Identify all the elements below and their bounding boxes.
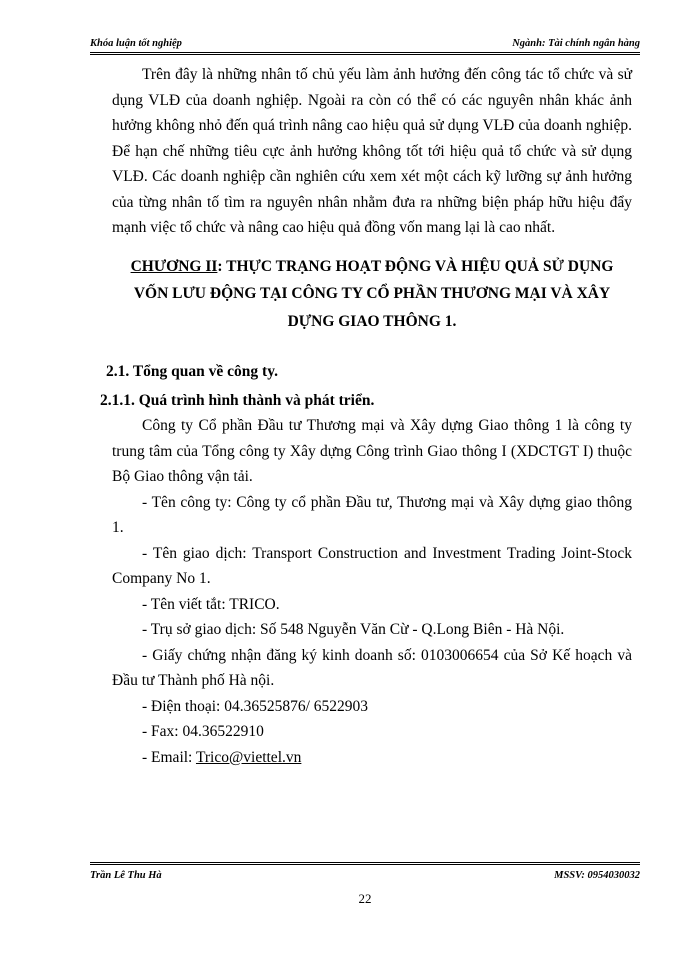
footer-author: Trần Lê Thu Hà [90,870,162,881]
page-number: 22 [358,891,372,906]
header-major-label: Ngành: Tài chính ngân hàng [512,38,640,49]
page-body [100,62,632,770]
item-address: - Trụ sở giao dịch: Số 548 Nguyễn Văn Cừ - Q.Long Biên - Hà Nội. [142,621,565,638]
chapter-label: CHƯƠNG II [130,257,218,275]
item-company-name: - Tên công ty: Công ty cổ phần Đầu tư, Thương mại và Xây dựng giao thông 1. [112,493,632,536]
item-short-name: - Tên viết tắt: TRICO. [142,595,280,613]
chapter-heading [112,253,632,336]
email-link[interactable]: Trico@viettel.vn [195,748,302,766]
company-intro-paragraph: Công ty Cổ phần Đầu tư Thương mại và Xây dựng Giao thông 1 là công ty trung tâm của Tổng công ty Xây dựng Công trình Giao thông I (XDCTGT I) thuộc Bộ Giao thông vận tải. [112,417,632,485]
item-license: - Giấy chứng nhận đăng ký kinh doanh số: 0103006654 của Sở Kế hoạch và Đầu tư Thành phố Hà nội. [112,646,632,689]
page-header [90,34,640,55]
footer-student-id: MSSV: 0954030032 [554,870,640,881]
subsection-heading: 2.1.1. Quá trình hình thành và phát triển. [100,391,375,409]
header-thesis-label: Khóa luận tốt nghiệp [90,38,182,49]
section-heading: 2.1. Tổng quan về công ty. [106,363,278,380]
page-footer [90,862,640,887]
intro-paragraph: Trên đây là những nhân tố chủ yếu làm ảnh hưởng đến công tác tổ chức và sử dụng VLĐ của doanh nghiệp. Ngoài ra còn có thể có các nguyên nhân khác ảnh hưởng không nhỏ đến quá trình nâng cao hiệu quả sử dụng VLĐ của doanh nghiệp. Để hạn chế những tiêu cực ảnh hưởng không tốt tới hiệu quả tổ chức và sử dụng VLĐ. Các doanh nghiệp cần nghiên cứu xem xét một cách kỹ lưỡng sự ảnh hưởng của từng nhân tố tìm ra nguyên nhân nhằm đưa ra những biện pháp hữu hiệu đẩy mạnh việc tổ chức và nâng cao hiệu quả đồng vốn mang lại là cao nhất. [112,66,632,236]
item-phone: - Điện thoại: 04.36525876/ 6522903 [142,697,369,715]
email-label: - Email: [142,748,196,766]
item-email [112,745,632,771]
chapter-title: : THỰC TRẠNG HOẠT ĐỘNG VÀ HIỆU QUẢ SỬ DỤNG VỐN LƯU ĐỘNG TẠI CÔNG TY CỔ PHẦN THƯƠNG MẠI VÀ XÂY DỰNG GIAO THÔNG 1. [133,257,614,330]
item-fax: - Fax: 04.36522910 [142,723,264,740]
item-trade-name: - Tên giao dịch: Transport Construction and Investment Trading Joint-Stock Company No 1. [112,544,632,587]
